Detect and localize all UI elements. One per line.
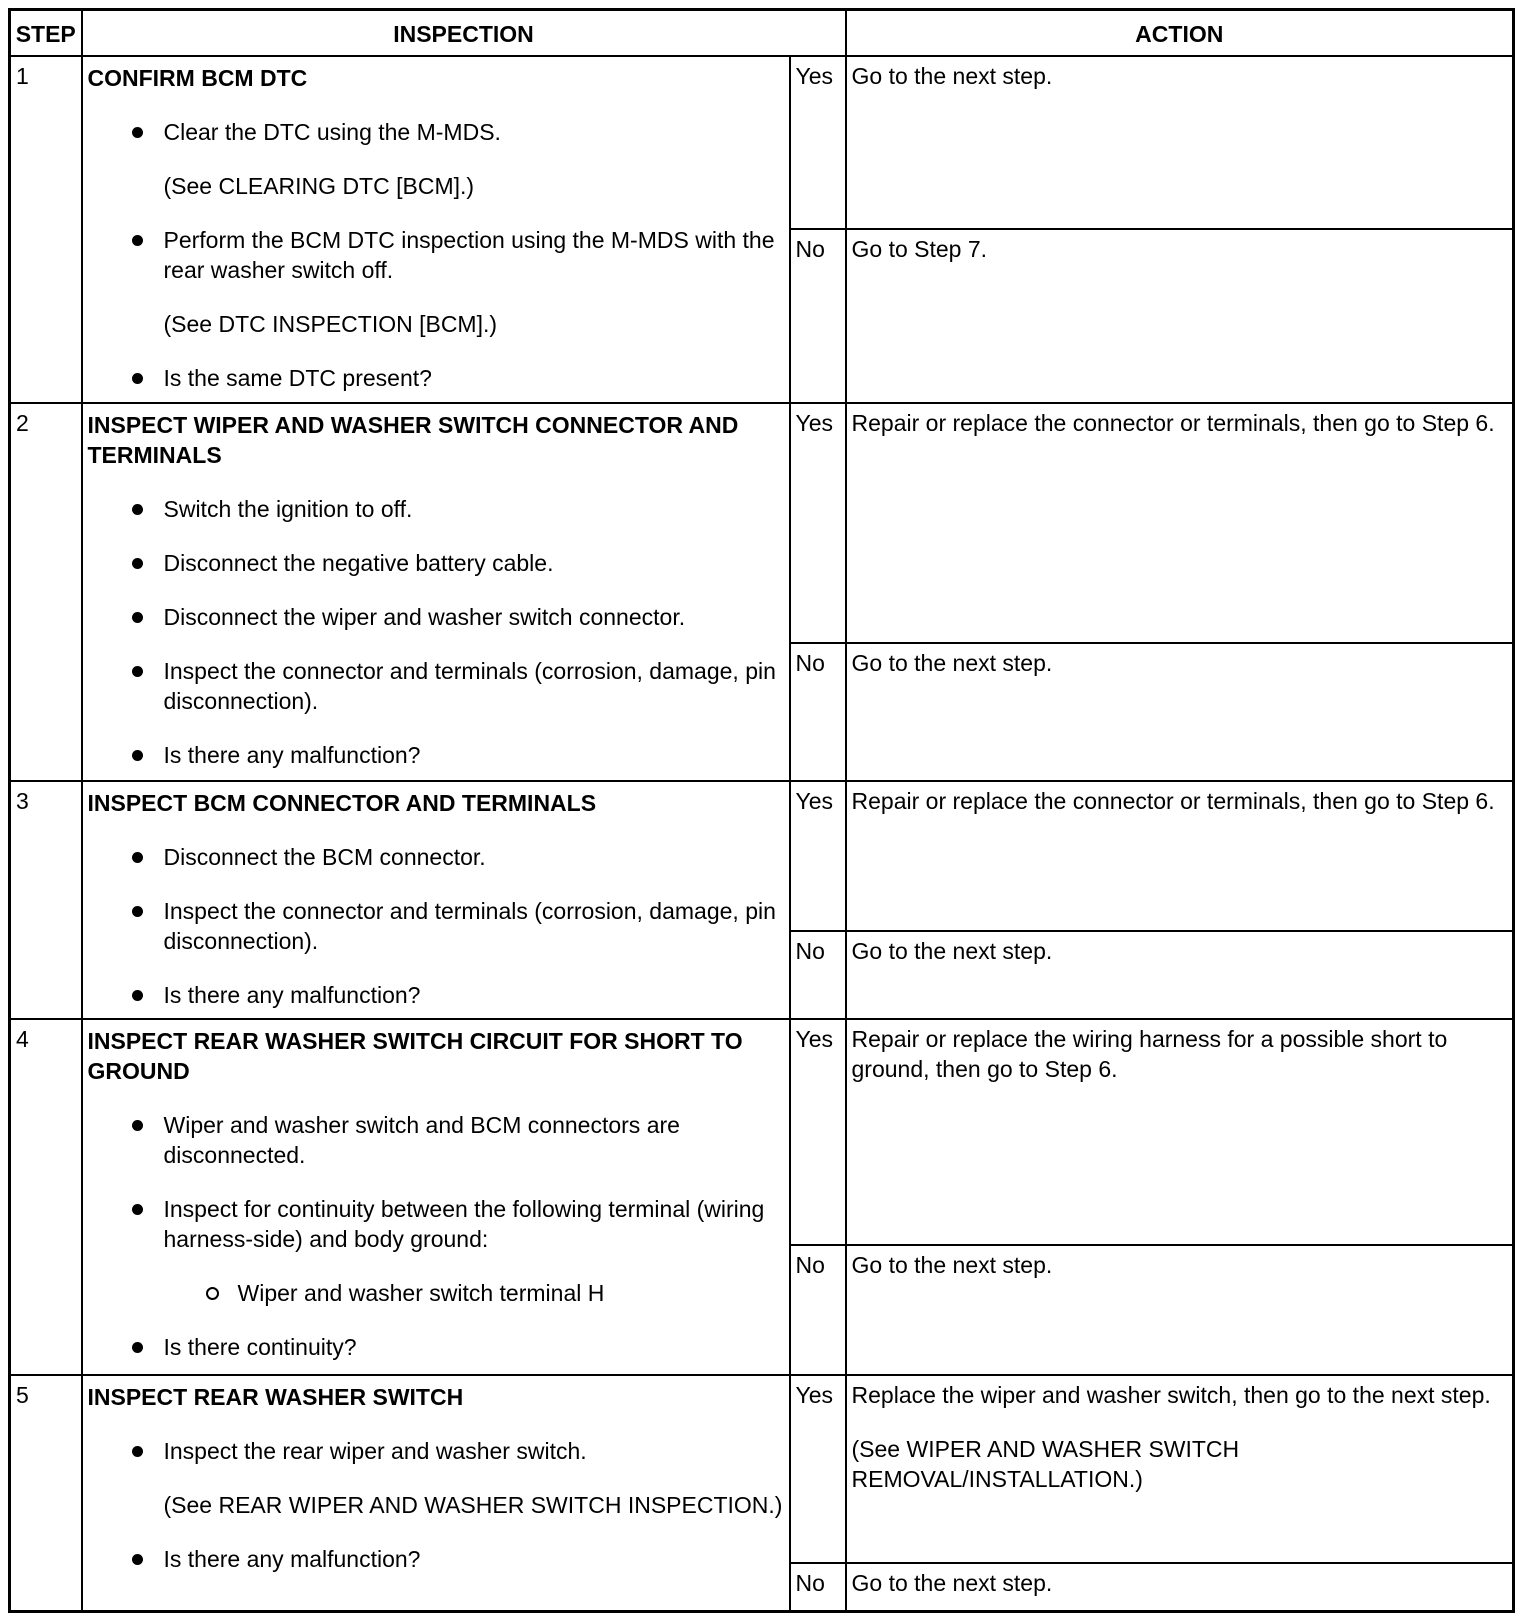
no-label: No bbox=[790, 1245, 846, 1375]
step-title: INSPECT BCM CONNECTOR AND TERMINALS bbox=[87, 790, 597, 816]
no-action bbox=[846, 931, 1514, 1019]
sub-item bbox=[88, 1278, 784, 1308]
question-item bbox=[88, 363, 784, 393]
action-text: Go to the next step. bbox=[851, 1570, 1053, 1596]
question-text: Is there any malfunction? bbox=[163, 982, 421, 1008]
step-number: 3 bbox=[10, 781, 82, 1019]
reference-note: (See WIPER AND WASHER SWITCH REMOVAL/INSTALLATION.) bbox=[851, 1436, 1240, 1492]
bullet-icon bbox=[132, 750, 143, 761]
question-item bbox=[88, 980, 784, 1010]
bullet-item bbox=[88, 602, 784, 632]
action-text: Replace the wiper and washer switch, then go to the next step. bbox=[851, 1382, 1491, 1408]
procedure-sheet bbox=[8, 8, 1512, 1600]
bullet-text: Perform the BCM DTC inspection using the M-MDS with the rear washer switch off. bbox=[163, 227, 775, 283]
circle-bullet-icon bbox=[206, 1287, 219, 1300]
no-action bbox=[846, 1563, 1514, 1611]
header-row bbox=[10, 10, 1514, 57]
troubleshooting-table bbox=[8, 8, 1515, 1613]
yes-label: Yes bbox=[790, 403, 846, 643]
bullet-text: Disconnect the wiper and washer switch connector. bbox=[163, 604, 686, 630]
bullet-icon bbox=[132, 504, 143, 515]
step-2-inspection bbox=[82, 403, 790, 781]
bullet-item bbox=[88, 117, 784, 147]
step-number: 2 bbox=[10, 403, 82, 781]
question-item bbox=[88, 740, 784, 770]
step-1-inspection bbox=[82, 56, 790, 403]
yes-label: Yes bbox=[790, 781, 846, 931]
action-text: Repair or replace the connector or terminals, then go to Step 6. bbox=[851, 410, 1495, 436]
bullet-item bbox=[88, 1436, 784, 1466]
bullet-text: Wiper and washer switch and BCM connectors are disconnected. bbox=[163, 1112, 680, 1168]
step-3-yes-row bbox=[10, 781, 1514, 931]
step-5-inspection bbox=[82, 1375, 790, 1611]
bullet-item bbox=[88, 1110, 784, 1170]
bullet-item bbox=[88, 494, 784, 524]
inspection-header: INSPECTION bbox=[82, 10, 846, 57]
action-text: Go to the next step. bbox=[851, 650, 1053, 676]
yes-action bbox=[846, 403, 1514, 643]
bullet-icon bbox=[132, 1342, 143, 1353]
bullet-text: Disconnect the BCM connector. bbox=[163, 844, 486, 870]
bullet-text: Clear the DTC using the M-MDS. bbox=[163, 119, 501, 145]
no-label: No bbox=[790, 1563, 846, 1611]
no-action bbox=[846, 229, 1514, 403]
no-action bbox=[846, 1245, 1514, 1375]
bullet-text: Inspect the rear wiper and washer switch. bbox=[163, 1438, 587, 1464]
no-label: No bbox=[790, 931, 846, 1019]
step-4-yes-row bbox=[10, 1019, 1514, 1245]
bullet-icon bbox=[132, 666, 143, 677]
step-2-yes-row bbox=[10, 403, 1514, 643]
step-title: CONFIRM BCM DTC bbox=[87, 65, 308, 91]
bullet-icon bbox=[132, 906, 143, 917]
bullet-icon bbox=[132, 235, 143, 246]
yes-label: Yes bbox=[790, 1375, 846, 1563]
step-title: INSPECT REAR WASHER SWITCH CIRCUIT FOR SHORT TO GROUND bbox=[87, 1028, 743, 1084]
yes-action bbox=[846, 1019, 1514, 1245]
bullet-icon bbox=[132, 373, 143, 384]
question-text: Is there any malfunction? bbox=[163, 742, 421, 768]
step-4-inspection bbox=[82, 1019, 790, 1375]
action-text: Repair or replace the connector or terminals, then go to Step 6. bbox=[851, 788, 1495, 814]
yes-label: Yes bbox=[790, 1019, 846, 1245]
question-text: Is there any malfunction? bbox=[163, 1546, 421, 1572]
step-header: STEP bbox=[10, 10, 82, 57]
bullet-item bbox=[88, 842, 784, 872]
action-header: ACTION bbox=[846, 10, 1514, 57]
step-title: INSPECT REAR WASHER SWITCH bbox=[87, 1384, 464, 1410]
question-text: Is there continuity? bbox=[163, 1334, 357, 1360]
bullet-icon bbox=[132, 127, 143, 138]
bullet-icon bbox=[132, 1446, 143, 1457]
reference-note: (See CLEARING DTC [BCM].) bbox=[163, 173, 475, 199]
step-title: INSPECT WIPER AND WASHER SWITCH CONNECTOR AND TERMINALS bbox=[87, 412, 739, 468]
yes-label: Yes bbox=[790, 56, 846, 229]
reference-note: (See REAR WIPER AND WASHER SWITCH INSPECTION.) bbox=[163, 1492, 783, 1518]
action-text: Go to the next step. bbox=[851, 938, 1053, 964]
bullet-icon bbox=[132, 558, 143, 569]
bullet-text: Switch the ignition to off. bbox=[163, 496, 413, 522]
step-number: 5 bbox=[10, 1375, 82, 1611]
no-action bbox=[846, 643, 1514, 781]
bullet-icon bbox=[132, 852, 143, 863]
sub-item-text: Wiper and washer switch terminal H bbox=[237, 1280, 605, 1306]
action-text: Repair or replace the wiring harness for a possible short to ground, then go to Step 6. bbox=[851, 1026, 1448, 1082]
action-text: Go to Step 7. bbox=[851, 236, 988, 262]
step-number: 4 bbox=[10, 1019, 82, 1375]
bullet-text: Disconnect the negative battery cable. bbox=[163, 550, 554, 576]
bullet-item bbox=[88, 548, 784, 578]
bullet-text: Inspect the connector and terminals (corrosion, damage, pin disconnection). bbox=[163, 658, 776, 714]
bullet-text: Inspect the connector and terminals (corrosion, damage, pin disconnection). bbox=[163, 898, 776, 954]
action-text: Go to the next step. bbox=[851, 1252, 1053, 1278]
step-number: 1 bbox=[10, 56, 82, 403]
reference-note: (See DTC INSPECTION [BCM].) bbox=[163, 311, 498, 337]
yes-action bbox=[846, 1375, 1514, 1563]
action-text: Go to the next step. bbox=[851, 63, 1053, 89]
bullet-icon bbox=[132, 612, 143, 623]
bullet-text: Inspect for continuity between the following terminal (wiring harness-side) and body ground: bbox=[163, 1196, 765, 1252]
bullet-icon bbox=[132, 1120, 143, 1131]
step-5-yes-row bbox=[10, 1375, 1514, 1563]
step-3-inspection bbox=[82, 781, 790, 1019]
question-item bbox=[88, 1332, 784, 1362]
step-1-yes-row bbox=[10, 56, 1514, 229]
bullet-item bbox=[88, 656, 784, 716]
no-label: No bbox=[790, 229, 846, 403]
yes-action bbox=[846, 781, 1514, 931]
question-text: Is the same DTC present? bbox=[163, 365, 432, 391]
bullet-icon bbox=[132, 1554, 143, 1565]
no-label: No bbox=[790, 643, 846, 781]
bullet-icon bbox=[132, 990, 143, 1001]
yes-action bbox=[846, 56, 1514, 229]
bullet-item bbox=[88, 896, 784, 956]
bullet-icon bbox=[132, 1204, 143, 1215]
bullet-item bbox=[88, 225, 784, 285]
question-item bbox=[88, 1544, 784, 1574]
bullet-item bbox=[88, 1194, 784, 1254]
